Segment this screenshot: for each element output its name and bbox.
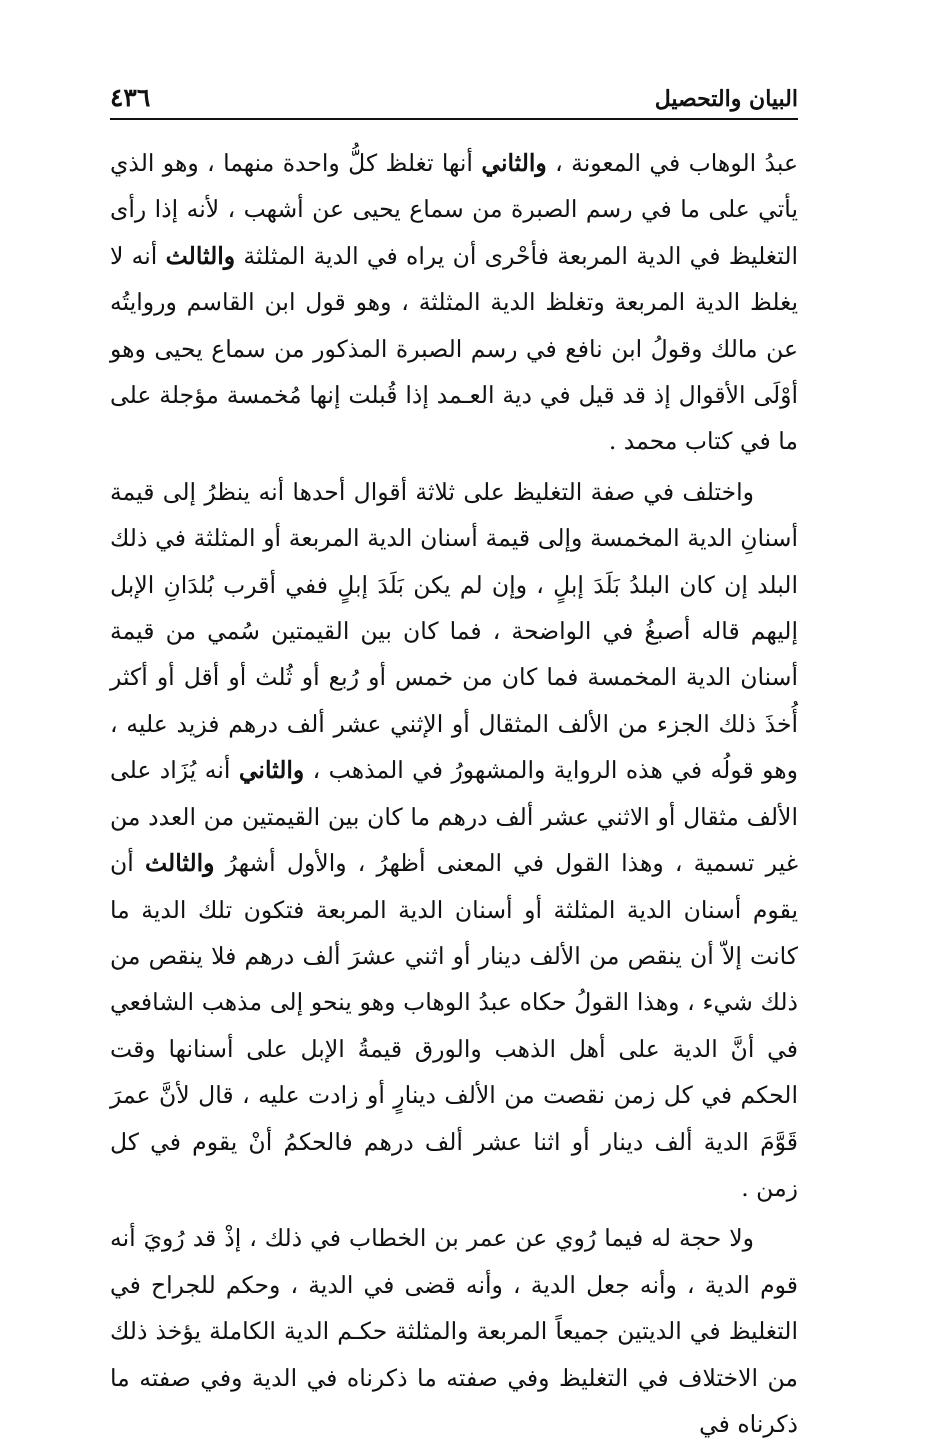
text-run: واختلف في صفة التغليظ على ثلاثة أقوال أحدها أنه ينظرُ إلى قيمة أسنانِ الدية المخمسة وإلى قيمة أسنان الدية المربعة أو المثلثة في ذلك البلد إن كان البلدُ بَلَدَ إبلٍ ، وإن لم يكن بَلَدَ إبلٍ ففي أقرب بُلدَانِ الإبل إليهم قاله أصبغُ في الواضحة ، فما كان بين القيمتين سُمي من قيمة أسنان الدية المخمسة فما كان من خمس أو رُبع أو ثُلث أو أقل أو أكثر أُخذَ ذلك الجزء من الألف المثقال أو الإثني عشر ألف درهم فزيد عليه ، وهو قولُه في هذه الرواية والمشهورُ في المذهب ، (110, 477, 798, 785)
book-title: البيان والتحصيل (654, 86, 798, 112)
emphasis-term: والثالث (165, 241, 236, 270)
emphasis-term: والثالث (144, 849, 215, 878)
emphasis-term: والثاني (238, 756, 305, 785)
text-run: أن يقوم أسنان الدية المثلثة أو أسنان الدية المربعة فتكون تلك الدية ما كانت إلاّ أن ينقص من الألف دينار أو اثني عشرَ ألف درهم فلا ينقص من ذلك شيء ، وهذا القولُ حكاه عبدُ الوهاب وهو ينحو إلى مذهب الشافعي في أنَّ الدية على أهل الذهب والورق قيمةُ الإبل على أسنانها وقت الحكم في كل زمن نقصت من الألف دينارٍ أو زادت عليه ، قال لأنَّ عمرَ قَوَّمَ الدية ألف دينار أو اثنا عشر ألف درهم فالحكمُ أنْ يقوم في كل زمن . (110, 849, 798, 1202)
page-number: ٤٣٦ (110, 83, 151, 112)
text-run: أنها تغلظ كلُّ واحدة منهما ، وهو الذي يأتي على ما في رسم الصبرة من سماع يحيى عن أشهب ، لأنه إذا رأى التغليظ في الدية المربعة فأحْرى أن يراه في الدية المثلثة (110, 149, 799, 270)
paragraph (110, 469, 798, 1212)
paragraph (110, 1215, 798, 1447)
text-run: أنه يُزَاد على الألف مثقال أو الاثني عشر ألف درهم ما كان بين القيمتين من العدد من غير تسمية ، وهذا القول في المعنى أظهرُ ، والأول أشهرُ (110, 756, 798, 878)
book-page (110, 78, 799, 1438)
emphasis-term: والثاني (481, 149, 547, 177)
running-header (110, 78, 798, 120)
text-run: ولا حجة له فيما رُوي عن عمر بن الخطاب في ذلك ، إذْ قد رُويَ أنه قوم الدية ، وأنه جعل الدية ، وأنه قضى في الدية ، وحكم للجراح في التغليظ في الديتين جميعاً المربعة والمثلثة حكـم الدية الكاملة يؤخذ ذلك من الاختلاف في التغليظ وفي صفته ما ذكرناه في الدية وفي صفته ما ذكرناه في (110, 1224, 798, 1438)
text-run: عبدُ الوهاب في المعونة ، (546, 149, 798, 177)
text-run: أنه لا يغلظ الدية المربعة وتغلظ الدية المثلثة ، وهو قول ابن القاسم وروايتُه عن مالك وقولُ ابن نافع في رسم الصبرة المذكور من سماع يحيى وهو أوْلَى الأقوال إذ قد قيل في دية العـمد إذا قُبلت إنها مُخمسة مؤجلة على ما في كتاب محمد . (110, 241, 798, 456)
paragraph (110, 140, 798, 465)
body-text (110, 140, 798, 1447)
